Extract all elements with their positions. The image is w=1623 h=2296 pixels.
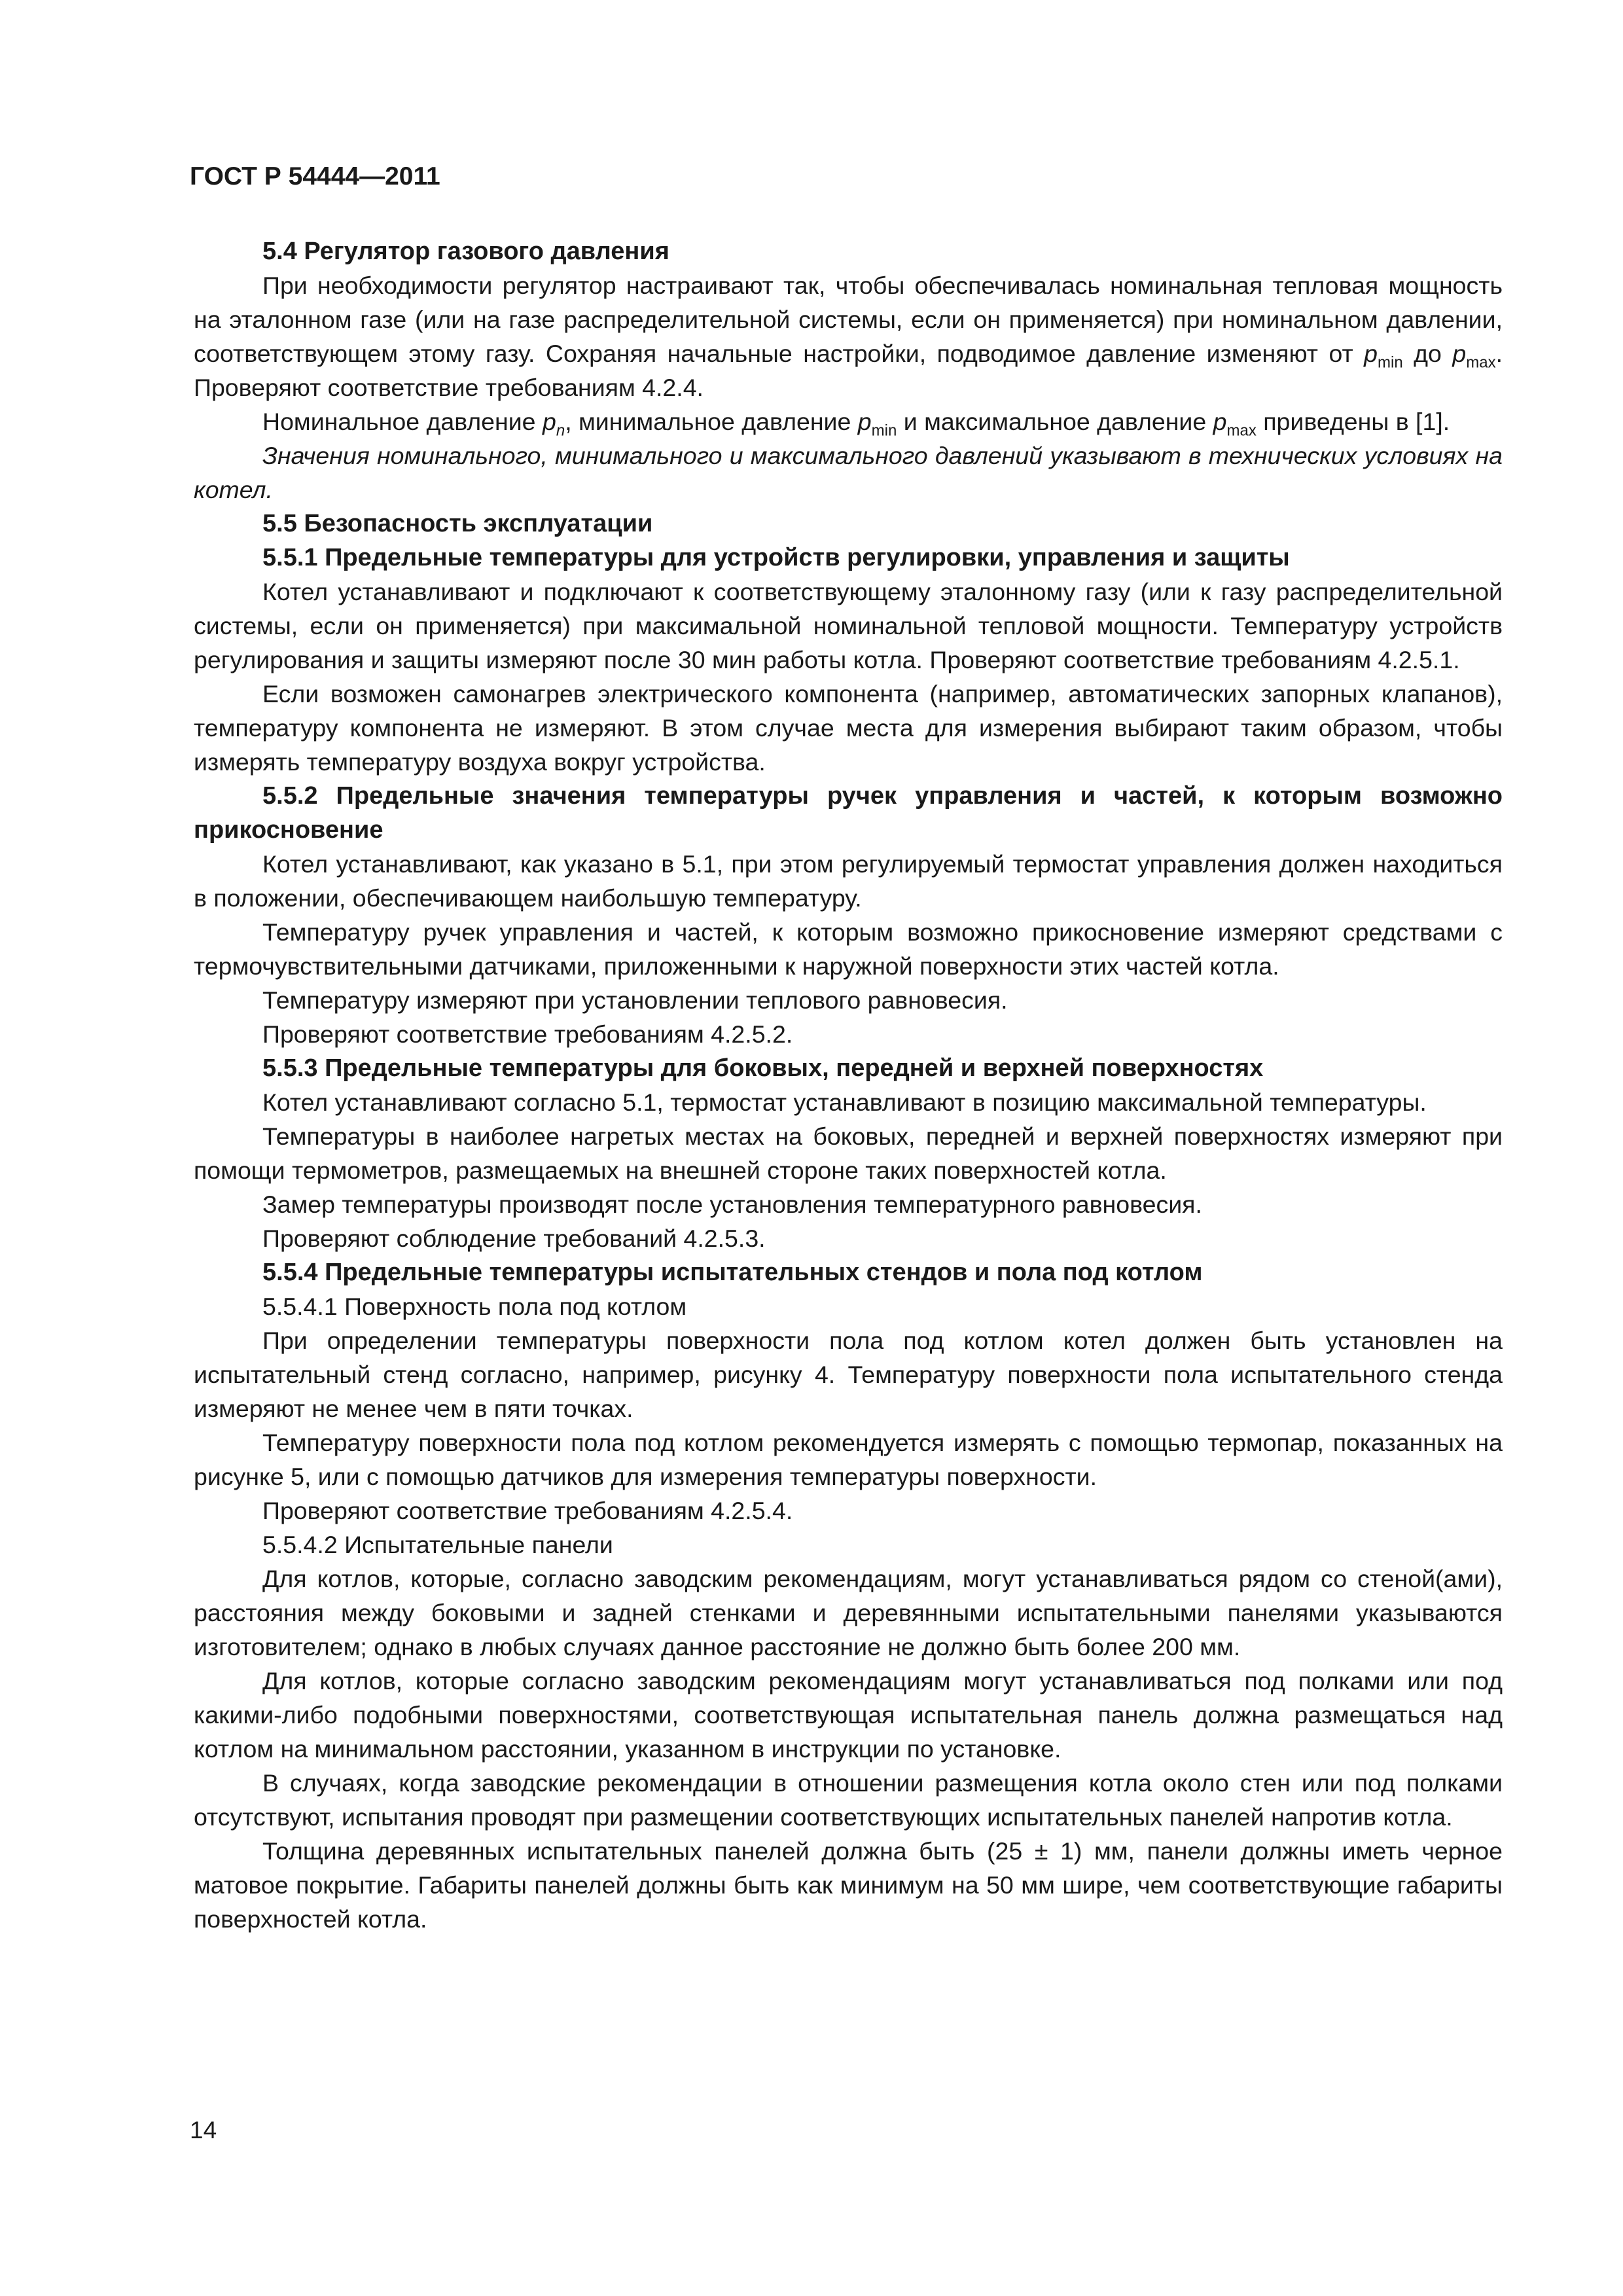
section-5-5-4-2-paragraph-4: Толщина деревянных испытательных панелей должна быть (25 ± 1) мм, панели должны иметь черное матовое покрытие. Габариты панелей должны быть как минимум на 50 мм шире, чем соответствующие габариты поверхностей котла. — [194, 1837, 1503, 1933]
section-5-5-3-paragraph-1: Котел устанавливают согласно 5.1, термостат устанавливают в позицию максимальной температуры. — [262, 1088, 1427, 1116]
section-5-4-paragraph-2 — [194, 404, 1503, 439]
text-run: . Проверяют соответствие требованиям 4.2.4. — [194, 340, 1503, 401]
section-5-5-2-paragraph-3: Температуру измеряют при установлении теплового равновесия. — [262, 986, 1008, 1014]
section-5-5-1-heading: 5.5.1 Предельные температуры для устройств регулировки, управления и защиты — [262, 544, 1290, 571]
section-5-5-3-heading: 5.5.3 Предельные температуры для боковых, передней и верхней поверхностях — [262, 1054, 1264, 1082]
section-5-4-heading: 5.4 Регулятор газового давления — [262, 238, 669, 265]
section-5-5-4-1-paragraph-3: Проверяют соответствие требованиям 4.2.5.4. — [262, 1497, 793, 1524]
page-number: 14 — [190, 2117, 217, 2144]
text-run: Номинальное давление — [262, 408, 543, 435]
section-5-5-4-2-paragraph-2: Для котлов, которые согласно заводским рекомендациям могут устанавливаться под полками или под какими-либо подобными поверхностями, соответствующая испытательная панель должна размещаться над котлом на минимальном расстоянии, указанном в инструкции по установке. — [194, 1667, 1503, 1763]
text-run: приведены в [1]. — [1256, 408, 1450, 435]
text-run: При необходимости регулятор настраивают так, чтобы обеспечивалась номинальная тепловая мощность на эталонном газе (или на газе распределительной системы, если он применяется) при номинальном давлении, соответствующем этому газу. Сохраняя начальные настройки, подводимое давление изменяют от — [194, 272, 1503, 367]
section-5-5-4-2-paragraph-3: В случаях, когда заводские рекомендации в отношении размещения котла около стен или под полками отсутствуют, испытания проводят при размещении соответствующих испытательных панелей напротив котла. — [194, 1769, 1503, 1831]
subscript: min — [1378, 353, 1403, 372]
section-5-5-1-paragraph-2: Если возможен самонагрев электрического компонента (например, автоматических запорных клапанов), температуру компонента не измеряют. В этом случае места для измерения выбирают таким образом, чтобы измерять температуру воздуха вокруг устройства. — [194, 680, 1503, 776]
section-5-5-2-paragraph-2: Температуру ручек управления и частей, к которым возможно прикосновение измеряют средствами с термочувствительными датчиками, приложенными к наружной поверхности этих частей котла. — [194, 918, 1503, 980]
section-5-5-2-heading: 5.5.2 Предельные значения температуры ручек управления и частей, к которым возможно прикосновение — [194, 782, 1503, 844]
symbol-p: p — [1364, 340, 1378, 367]
symbol-p: p — [542, 408, 556, 435]
section-5-5-2-paragraph-4: Проверяют соответствие требованиям 4.2.5.2. — [262, 1020, 793, 1048]
section-5-5-3-paragraph-2: Температуры в наиболее нагретых местах на боковых, передней и верхней поверхностях измеряют при помощи термометров, размещаемых на внешней стороне таких поверхностей котла. — [194, 1122, 1503, 1184]
section-5-4-note: Значения номинального, минимального и максимального давлений указывают в технических условиях на котел. — [194, 442, 1503, 503]
symbol-p: p — [1452, 340, 1467, 367]
text-run: и максимальное давление — [897, 408, 1213, 435]
subscript: max — [1466, 353, 1496, 372]
section-5-5-4-1-title: 5.5.4.1 Поверхность пола под котлом — [262, 1293, 687, 1320]
section-5-5-1-paragraph-1: Котел устанавливают и подключают к соответствующему эталонному газу (или к газу распределительной системы, если он применяется) при максимальной номинальной тепловой мощности. Температуру устройств регулирования и защиты измеряют после 30 мин работы котла. Проверяют соответствие требованиям 4.2.5.1. — [194, 578, 1503, 673]
subscript: n — [556, 422, 565, 440]
symbol-p: p — [857, 408, 872, 435]
section-5-5-4-1-paragraph-2: Температуру поверхности пола под котлом рекомендуется измерять с помощью термопар, показанных на рисунке 5, или с помощью датчиков для измерения температуры поверхности. — [194, 1429, 1503, 1490]
document-header: ГОСТ Р 54444—2011 — [190, 162, 440, 190]
symbol-p: p — [1213, 408, 1227, 435]
section-5-4-paragraph-1 — [194, 268, 1503, 404]
document-body — [194, 234, 1503, 1936]
section-5-5-heading: 5.5 Безопасность эксплуатации — [262, 510, 653, 537]
subscript: max — [1226, 422, 1257, 440]
text-run: , минимальное давление — [565, 408, 858, 435]
section-5-5-4-1-paragraph-1: При определении температуры поверхности пола под котлом котел должен быть установлен на испытательный стенд согласно, например, рисунку 4. Температуру поверхности пола испытательного стенда измеряют не менее чем в пяти точках. — [194, 1327, 1503, 1422]
section-5-5-4-heading: 5.5.4 Предельные температуры испытательных стендов и пола под котлом — [262, 1259, 1203, 1286]
section-5-5-3-paragraph-3: Замер температуры производят после установления температурного равновесия. — [262, 1191, 1202, 1218]
section-5-5-4-2-title: 5.5.4.2 Испытательные панели — [262, 1531, 613, 1558]
section-5-5-4-2-paragraph-1: Для котлов, которые, согласно заводским рекомендациям, могут устанавливаться рядом со стеной(ами), расстояния между боковыми и задней стенками и деревянными испытательными панелями указываются изготовителем; однако в любых случаях данное расстояние не должно быть более 200 мм. — [194, 1565, 1503, 1660]
section-5-5-2-paragraph-1: Котел устанавливают, как указано в 5.1, при этом регулируемый термостат управления должен находиться в положении, обеспечивающем наибольшую температуру. — [194, 850, 1503, 912]
subscript: min — [871, 422, 897, 440]
text-run: до — [1402, 340, 1453, 367]
section-5-5-3-paragraph-4: Проверяют соблюдение требований 4.2.5.3. — [262, 1225, 766, 1252]
